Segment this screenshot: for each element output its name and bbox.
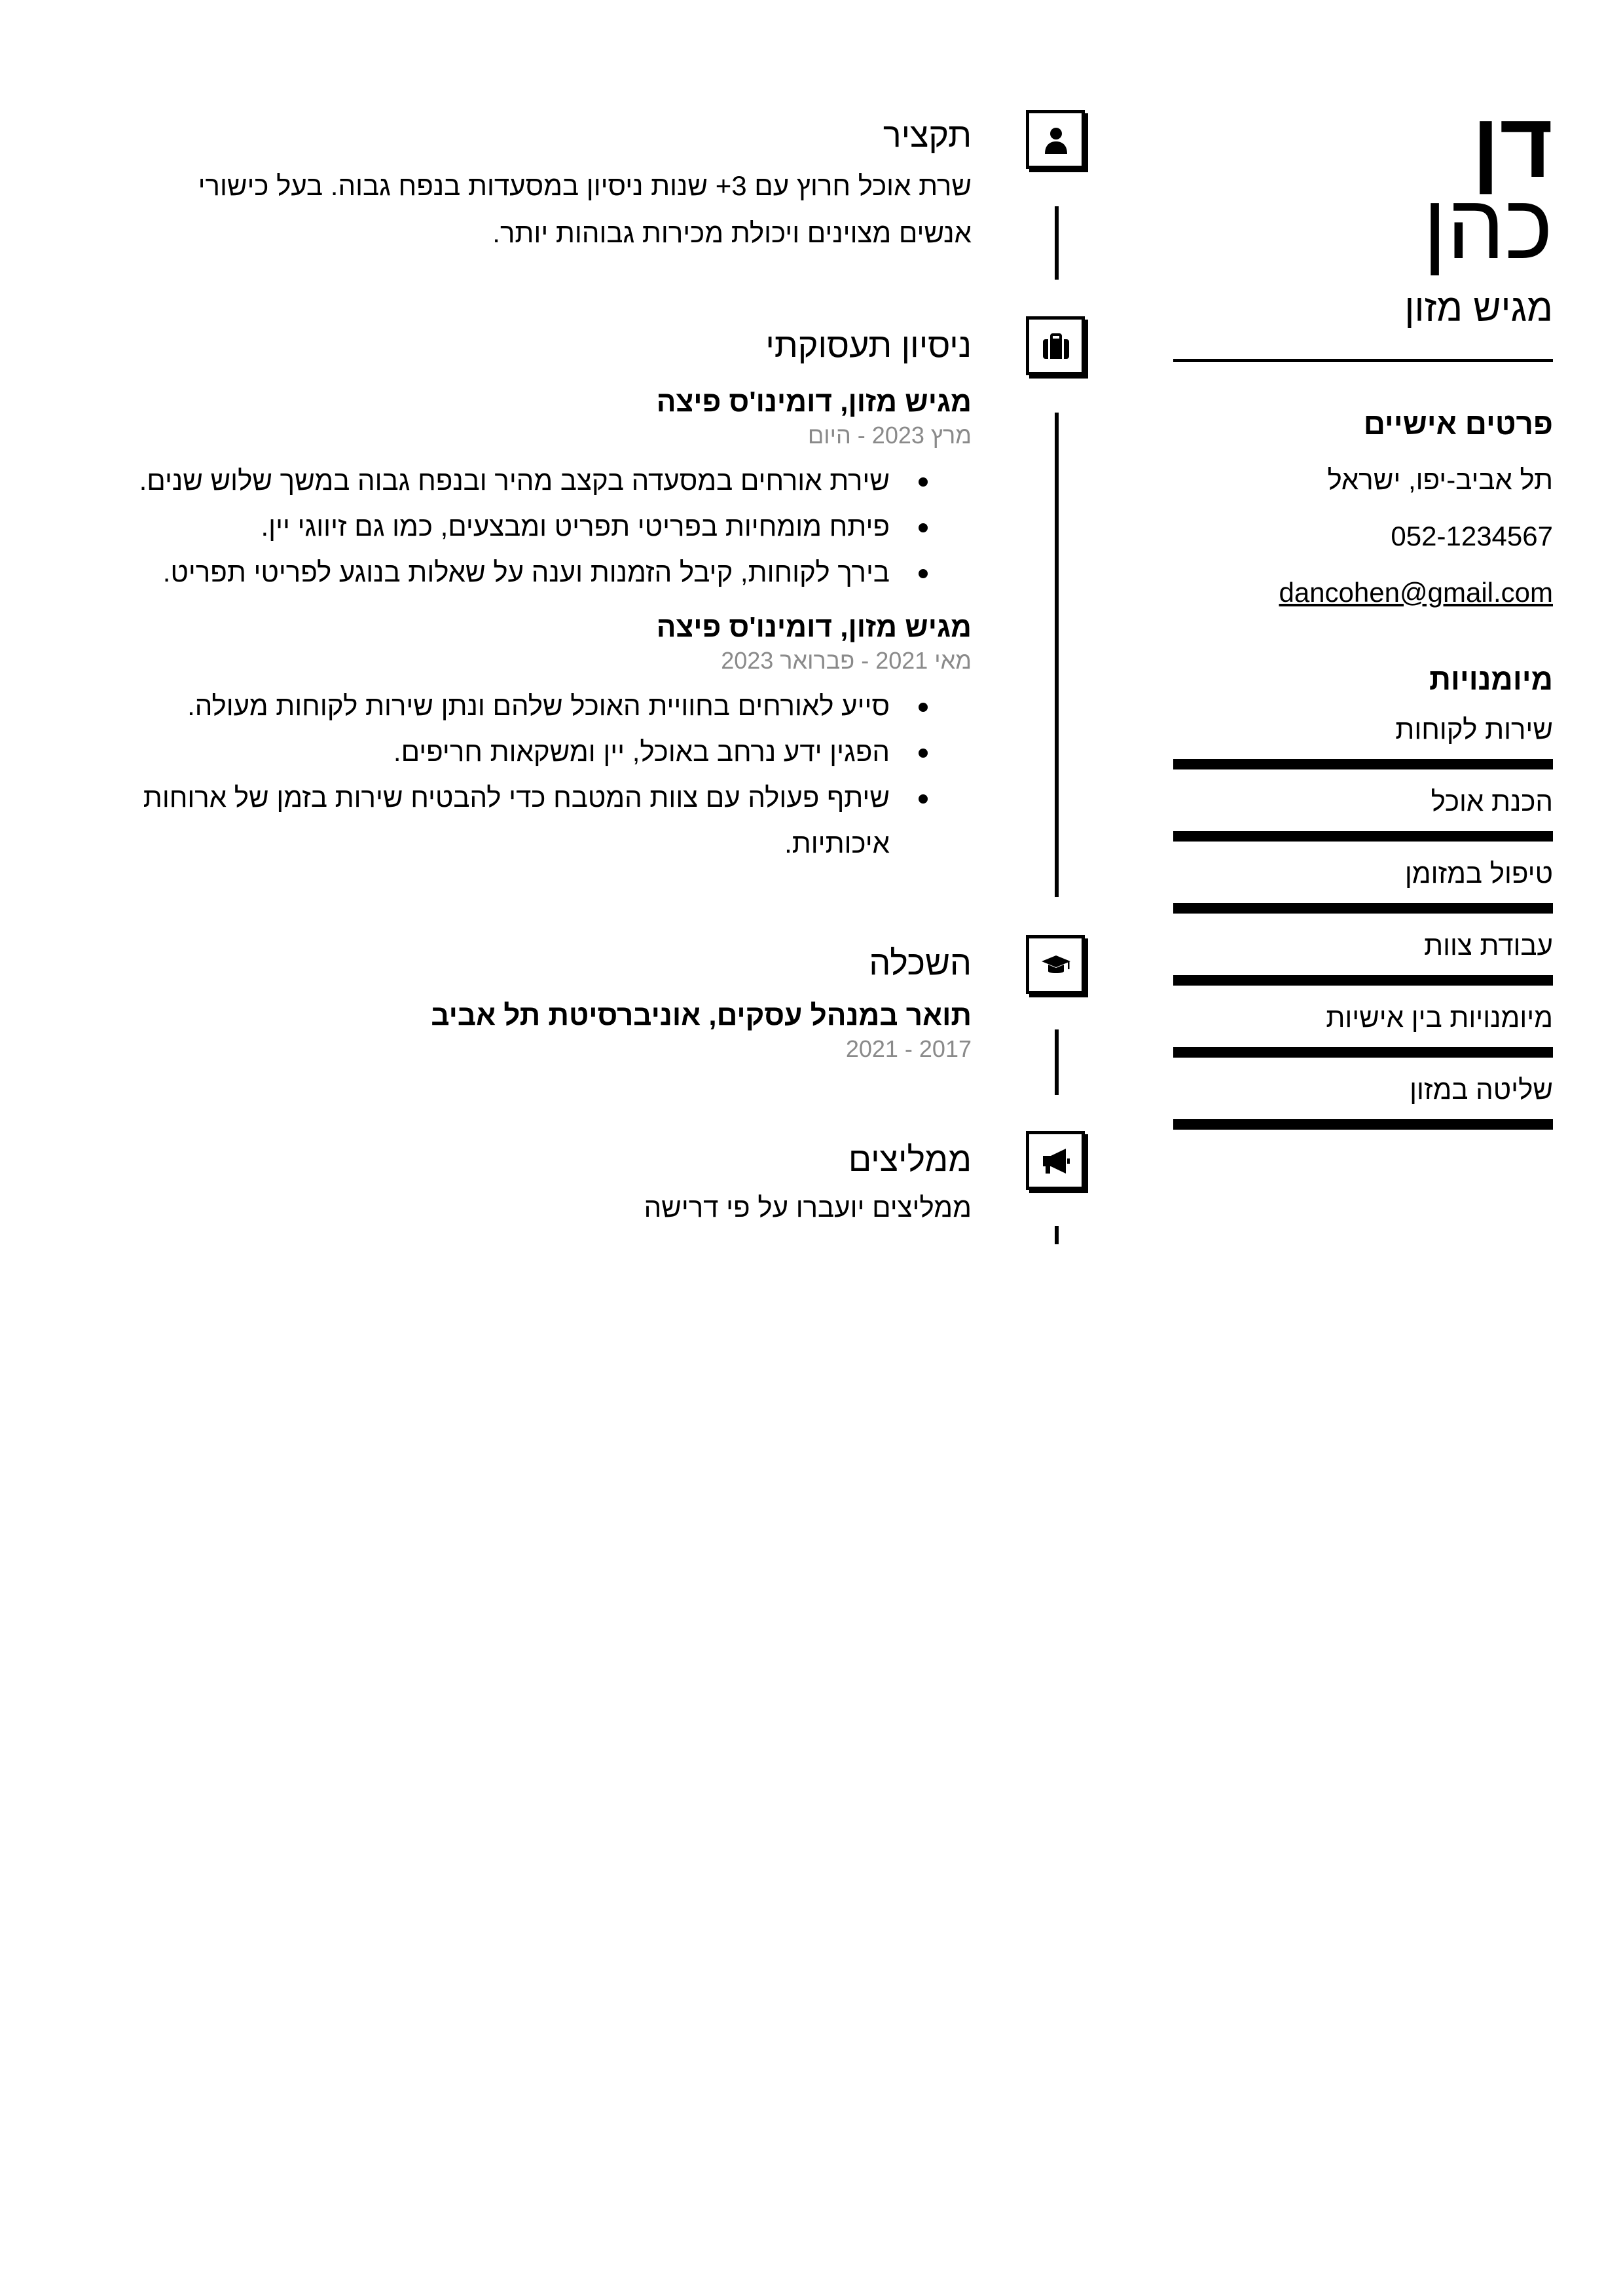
- bullet-item: שיתף פעולה עם צוות המטבח כדי להבטיח שירות בזמן של ארוחות איכותיות.: [120, 775, 890, 866]
- skill-item: [1173, 928, 1553, 986]
- experience-title: ניסיון תעסוקתי: [765, 327, 972, 365]
- references-title: ממליצים: [848, 1141, 972, 1179]
- timeline-line: [1055, 1029, 1059, 1095]
- experience-section: [120, 325, 972, 866]
- skill-label: שירות לקוחות: [1395, 714, 1553, 745]
- skill-level-bar: [1173, 903, 1553, 914]
- user-icon: [1026, 110, 1085, 169]
- references-text: ממליצים יועברו על פי דרישה: [644, 1192, 972, 1223]
- education-section: [120, 943, 972, 1064]
- last-name: כהן: [1423, 175, 1553, 278]
- first-name: דן: [1472, 94, 1553, 196]
- megaphone-icon: [1026, 1131, 1085, 1190]
- header-divider: [1173, 359, 1553, 362]
- timeline-line: [1055, 206, 1059, 280]
- skill-level-bar: [1173, 1119, 1553, 1130]
- bullet-item: סייע לאורחים בחוויית האוכל שלהם ונתן שירות לקוחות מעולה.: [120, 683, 890, 729]
- email-row: [1173, 574, 1553, 611]
- skills-list: [1173, 712, 1553, 1130]
- bullet-item: שירת אורחים במסעדה בקצב מהיר ובנפח גבוה במשך שלוש שנים.: [120, 458, 890, 504]
- degree-title: תואר במנהל עסקים, אוניברסיטת תל אביב: [431, 999, 972, 1031]
- job-date: מרץ 2023 - היום: [807, 422, 972, 449]
- briefcase-icon: [1026, 316, 1085, 375]
- bullet-item: הפגין ידע נרחב באוכל, יין ומשקאות חריפים.: [120, 729, 890, 775]
- skill-label: הכנת אוכל: [1431, 786, 1553, 817]
- bullet-item: פיתח מומחיות בפריטי תפריט ומבצעים, כמו גם זיווגי יין.: [120, 504, 890, 549]
- email-link[interactable]: dancohen@gmail.com: [1279, 577, 1553, 608]
- sidebar: [1173, 94, 1553, 1130]
- skill-label: שליטה במזון: [1410, 1074, 1553, 1105]
- skill-level-bar: [1173, 759, 1553, 769]
- summary-title: תקציר: [883, 117, 972, 155]
- candidate-name: [1173, 94, 1553, 278]
- job-date: מאי 2021 - פברואר 2023: [721, 647, 972, 674]
- skill-label: עבודת צוות: [1424, 930, 1553, 961]
- skill-item: [1173, 1000, 1553, 1058]
- skill-item: [1173, 856, 1553, 914]
- references-section: [120, 1139, 972, 1231]
- job-title: מגיש מזון, דומינו'ס פיצה: [656, 386, 972, 418]
- skill-item: [1173, 784, 1553, 842]
- skill-item: [1173, 712, 1553, 769]
- job-bullets: [120, 458, 972, 595]
- job-title: מגיש מזון, דומינו'ס פיצה: [656, 611, 972, 643]
- job-entry: [120, 610, 972, 866]
- personal-heading: פרטים אישיים: [1363, 407, 1553, 441]
- education-title: השכלה: [869, 944, 972, 982]
- skill-level-bar: [1173, 1047, 1553, 1058]
- skill-level-bar: [1173, 975, 1553, 986]
- skill-item: [1173, 1072, 1553, 1130]
- skill-label: מיומנויות בין אישיות: [1326, 1002, 1553, 1033]
- timeline-line: [1055, 1226, 1059, 1244]
- summary-text: שרת אוכל חרוץ עם 3+ שנות ניסיון במסעדות בנפח גבוה. בעל כישורי אנשים מצוינים ויכולת מכירות גבוהות יותר.: [198, 170, 972, 248]
- timeline-line: [1055, 413, 1059, 897]
- phone-text: 052-1234567: [1391, 521, 1553, 551]
- summary-section: [120, 115, 972, 257]
- job-role: מגיש מזון: [1404, 287, 1553, 329]
- location-text: תל אביב-יפו, ישראל: [1327, 464, 1553, 495]
- bullet-item: בירך לקוחות, קיבל הזמנות וענה על שאלות בנוגע לפריטי תפריט.: [120, 549, 890, 595]
- degree-date: 2017 - 2021: [845, 1035, 972, 1062]
- graduation-cap-icon: [1026, 935, 1085, 994]
- skills-heading: מיומנויות: [1429, 662, 1553, 696]
- skill-label: טיפול במזומן: [1404, 858, 1553, 889]
- job-bullets: [120, 683, 972, 866]
- skill-level-bar: [1173, 831, 1553, 842]
- job-entry: [120, 384, 972, 595]
